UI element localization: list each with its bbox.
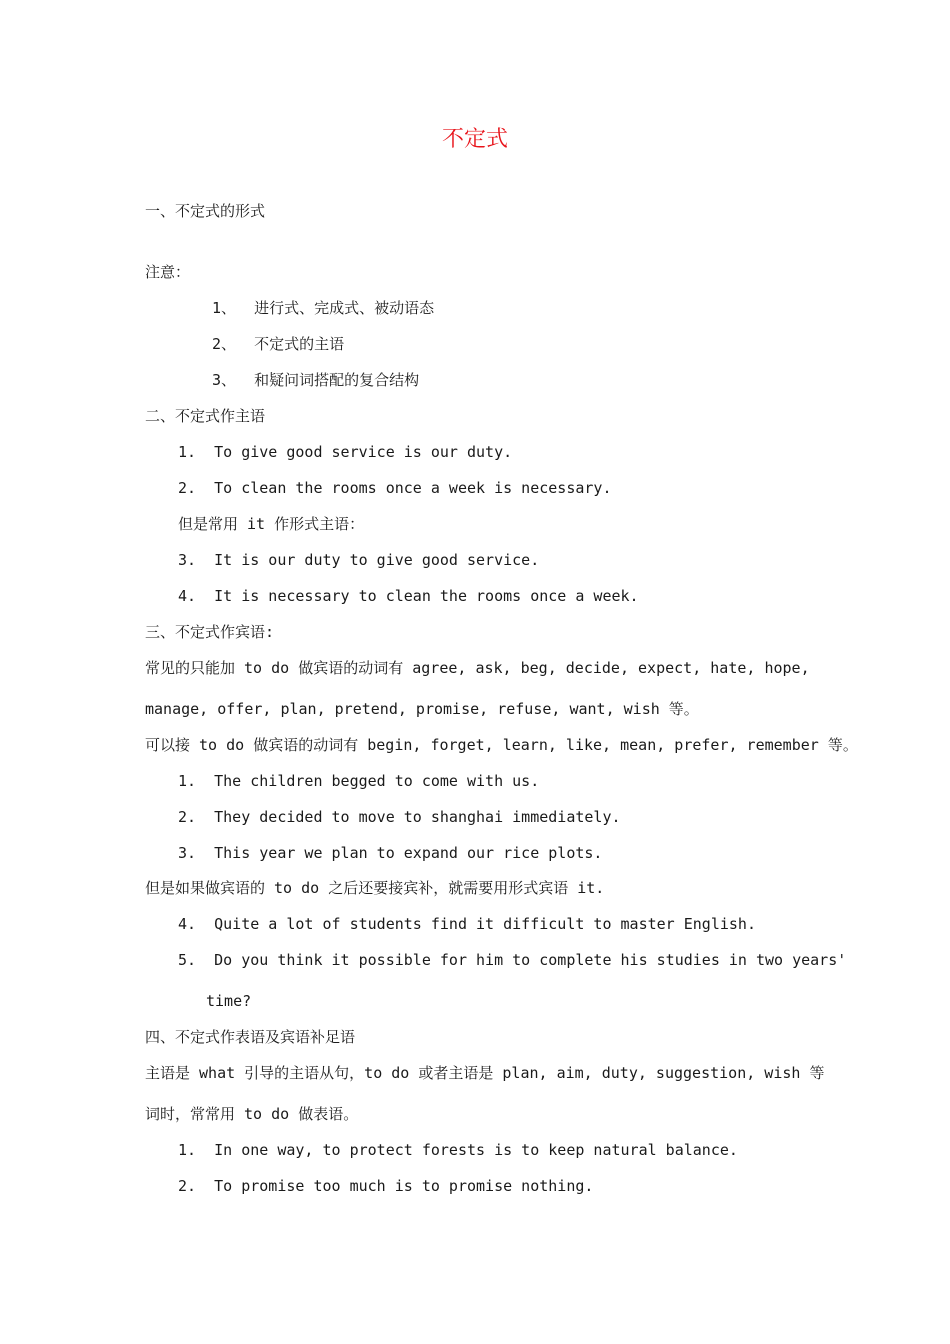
text-line: 1. In one way, to protect forests is to keep natural balance. (178, 1141, 738, 1159)
text-line: 但是常用 it 作形式主语： (178, 515, 365, 533)
text-line: 2. They decided to move to shanghai immediately. (178, 808, 621, 826)
text-line: 3. It is our duty to give good service. (178, 551, 540, 569)
text-line: 5. Do you think it possible for him to complete his studies in two years' (178, 951, 847, 969)
text-line: 3、 和疑问词搭配的复合结构 (212, 371, 420, 389)
text-line: 2. To promise too much is to promise nothing. (178, 1177, 594, 1195)
text-line: 三、不定式作宾语: (145, 623, 275, 641)
text-line: 四、不定式作表语及宾语补足语 (145, 1028, 356, 1046)
text-line: time? (206, 992, 252, 1010)
text-line: 1. To give good service is our duty. (178, 443, 513, 461)
text-line: 4. It is necessary to clean the rooms once a week. (178, 587, 639, 605)
text-line: 4. Quite a lot of students find it difficult to master English. (178, 915, 756, 933)
text-line: 2. To clean the rooms once a week is necessary. (178, 479, 612, 497)
text-line: 1. The children begged to come with us. (178, 772, 540, 790)
text-line: 1、 进行式、完成式、被动语态 (212, 299, 435, 317)
text-line: 词时，常常用 to do 做表语。 (145, 1105, 359, 1123)
text-line: 主语是 what 引导的主语从句，to do 或者主语是 plan, aim, duty, suggestion, wish 等 (145, 1064, 825, 1082)
text-line: 二、不定式作主语 (145, 407, 266, 425)
text-line: 2、 不定式的主语 (212, 335, 345, 353)
text-line: 一、不定式的形式 (145, 202, 266, 220)
text-line: 常见的只能加 to do 做宾语的动词有 agree, ask, beg, decide, expect, hate, hope, (145, 659, 810, 677)
text-line: 注意： (145, 263, 191, 281)
text-line: 但是如果做宾语的 to do 之后还要接宾补，就需要用形式宾语 it. (145, 879, 605, 897)
text-line: manage, offer, plan, pretend, promise, refuse, want, wish 等。 (145, 700, 699, 718)
text-line: 可以接 to do 做宾语的动词有 begin, forget, learn, like, mean, prefer, remember 等。 (145, 736, 858, 754)
document-title: 不定式 (441, 127, 508, 152)
text-line: 3. This year we plan to expand our rice plots. (178, 844, 603, 862)
